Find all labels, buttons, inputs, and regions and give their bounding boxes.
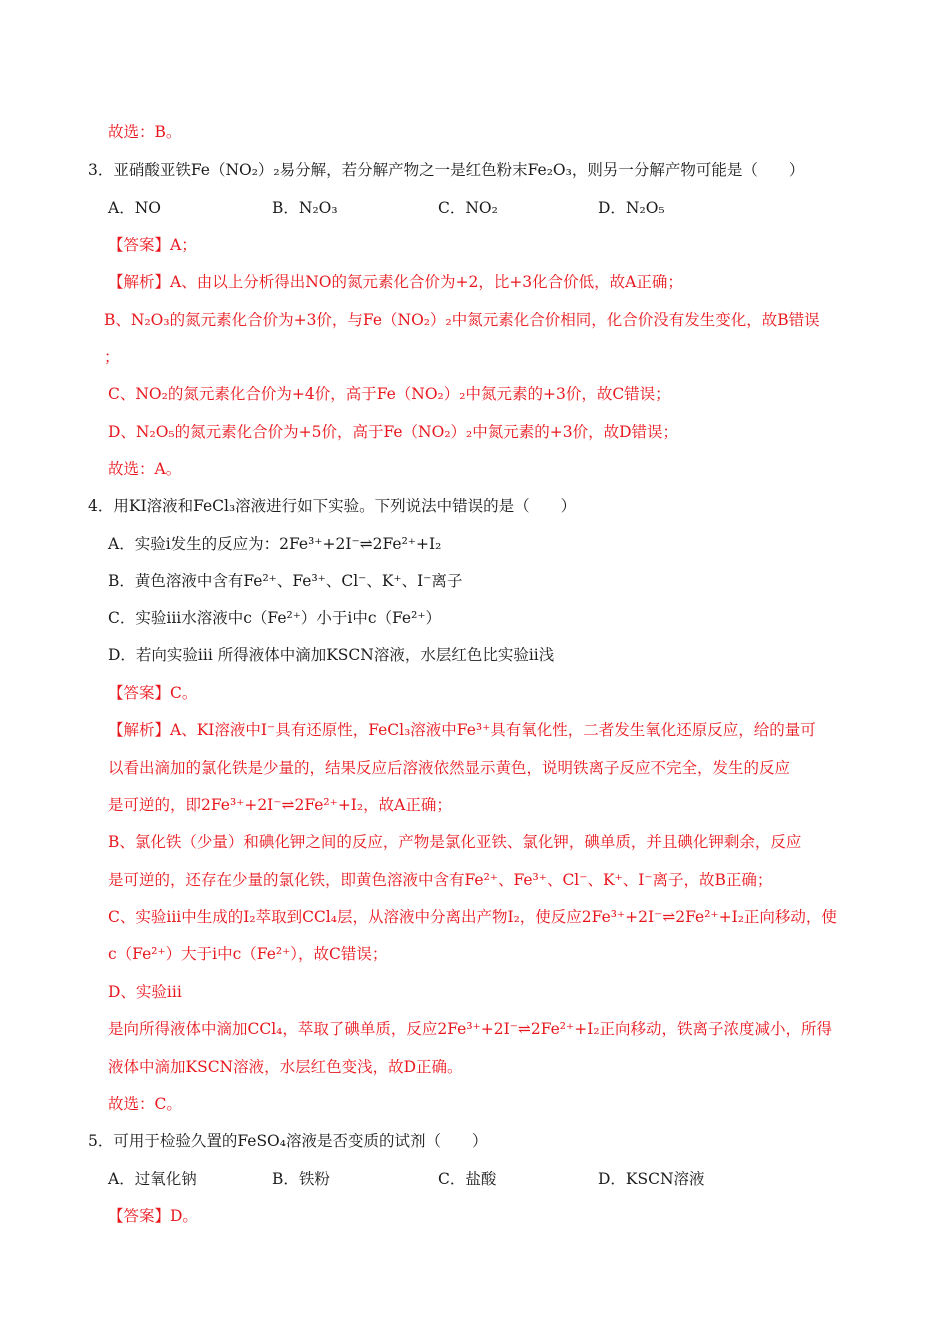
q4-analysis-line: 以看出滴加的氯化铁是少量的，结果反应后溶液依然显示黄色，说明铁离子反应不完全，发生的反应 (108, 759, 791, 777)
q3-conclusion: 故选：A。 (108, 460, 182, 478)
q3-option-a: A．NO (108, 199, 161, 217)
q4-analysis-line: c（Fe²⁺）大于i中c（Fe²⁺），故C错误； (108, 945, 388, 963)
q3-answer: 【答案】A； (108, 236, 197, 254)
q4-analysis-line: 【解析】A、KI溶液中I⁻具有还原性，FeCl₃溶液中Fe³⁺具有氧化性，二者发生氧化还原反应，给的量可 (108, 721, 816, 739)
q3-analysis-line: ； (104, 348, 120, 366)
q2-conclusion: 故选：B。 (108, 123, 182, 141)
q3-analysis-line: C、NO₂的氮元素化合价为+4价，高于Fe（NO₂）₂中氮元素的+3价，故C错误； (108, 385, 671, 403)
q3-analysis-line: D、N₂O₅的氮元素化合价为+5价，高于Fe（NO₂）₂中氮元素的+3价，故D错误； (108, 423, 679, 441)
q4-stem: 4．用KI溶液和FeCl₃溶液进行如下实验。下列说法中错误的是（ ） (88, 497, 577, 515)
q4-answer: 【答案】C。 (108, 684, 198, 702)
q4-analysis-line: B、氯化铁（少量）和碘化钾之间的反应，产物是氯化亚铁、氯化钾，碘单质，并且碘化钾剩余，反应 (108, 833, 802, 851)
q3-option-c: C．NO₂ (438, 199, 498, 217)
q3-option-b: B．N₂O₃ (272, 199, 338, 217)
q5-option-b: B．铁粉 (272, 1170, 330, 1188)
q5-option-a: A．过氧化钠 (108, 1170, 197, 1188)
q4-option-c: C．实验iii水溶液中c（Fe²⁺）小于i中c（Fe²⁺） (108, 609, 442, 627)
q4-option-b: B．黄色溶液中含有Fe²⁺、Fe³⁺、Cl⁻、K⁺、I⁻离子 (108, 572, 463, 590)
q4-option-d: D．若向实验iii 所得液体中滴加KSCN溶液，水层红色比实验ii浅 (108, 646, 555, 664)
q5-stem: 5．可用于检验久置的FeSO₄溶液是否变质的试剂（ ） (88, 1132, 488, 1150)
q4-conclusion: 故选：C。 (108, 1095, 182, 1113)
q4-analysis-line: 是可逆的，还存在少量的氯化铁，即黄色溶液中含有Fe²⁺、Fe³⁺、Cl⁻、K⁺、I⁻离子，故B正确； (108, 871, 773, 889)
q4-analysis-line: C、实验iii中生成的I₂萃取到CCl₄层，从溶液中分离出产物I₂，使反应2Fe³⁺+2I⁻⇌2Fe²⁺+I₂正向移动，使 (108, 908, 837, 926)
q4-analysis-line: 是可逆的，即2Fe³⁺+2I⁻⇌2Fe²⁺+I₂，故A正确； (108, 796, 452, 814)
q5-answer: 【答案】D。 (108, 1207, 198, 1225)
q4-analysis-line: 液体中滴加KSCN溶液，水层红色变浅，故D正确。 (108, 1058, 463, 1076)
q3-analysis-line: B、N₂O₃的氮元素化合价为+3价，与Fe（NO₂）₂中氮元素化合价相同，化合价没有发生变化，故B错误 (104, 311, 820, 329)
q3-option-d: D．N₂O₅ (598, 199, 665, 217)
q3-analysis-line: 【解析】A、由以上分析得出NO的氮元素化合价为+2，比+3化合价低，故A正确； (108, 273, 683, 291)
q3-stem: 3．亚硝酸亚铁Fe（NO₂）₂易分解，若分解产物之一是红色粉末Fe₂O₃，则另一分解产物可能是（ ） (88, 161, 805, 179)
q4-analysis-line: D、实验iii (108, 983, 182, 1001)
q5-option-d: D．KSCN溶液 (598, 1170, 705, 1188)
q5-option-c: C．盐酸 (438, 1170, 497, 1188)
q4-analysis-line: 是向所得液体中滴加CCl₄，萃取了碘单质，反应2Fe³⁺+2I⁻⇌2Fe²⁺+I₂正向移动，铁离子浓度减小，所得 (108, 1020, 833, 1038)
q4-option-a: A．实验i发生的反应为：2Fe³⁺+2I⁻⇌2Fe²⁺+I₂ (108, 535, 442, 553)
